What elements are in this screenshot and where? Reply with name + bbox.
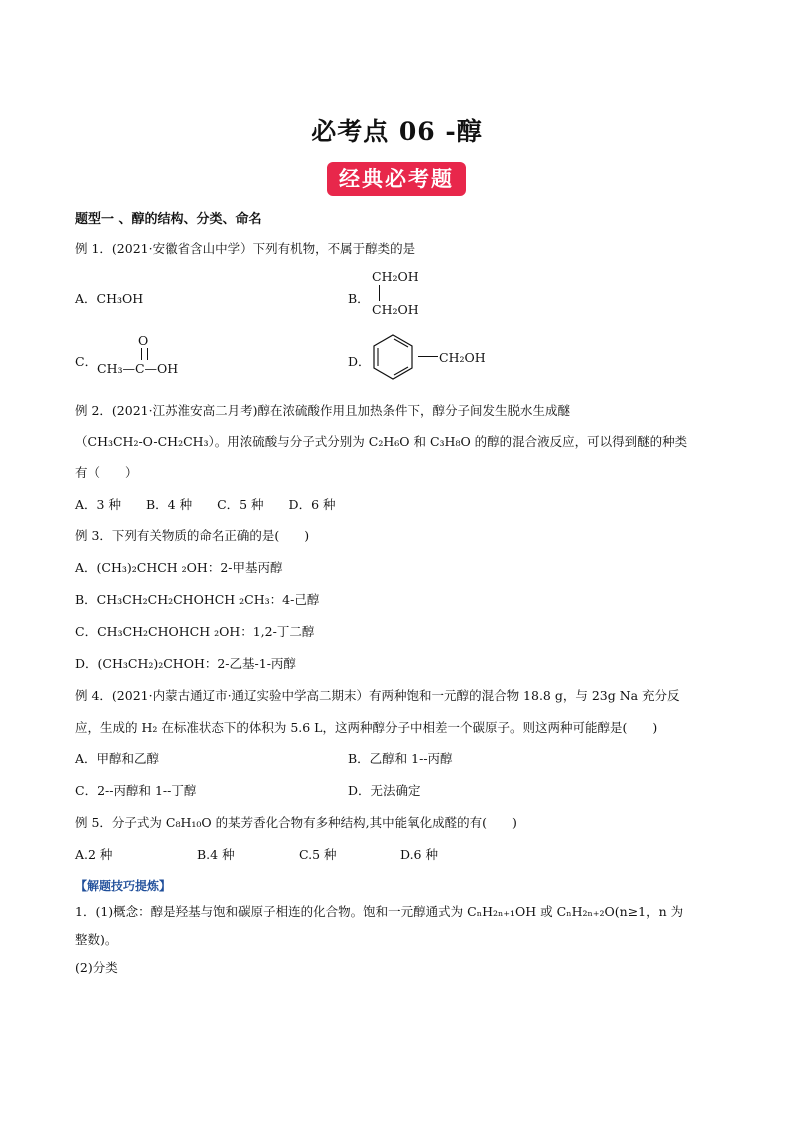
acetic-acid-structure — [95, 333, 195, 378]
ex3-option-b: B．CH₃CH₂CH₂CHOHCH ₂CH₃：4-己醇 — [75, 592, 320, 607]
ex3-option-a: A．(CH₃)₂CHCH ₂OH：2-甲基丙醇 — [75, 560, 283, 575]
tips-line3: (2)分类 — [75, 960, 118, 975]
ex3-stem: 例 3．下列有关物质的命名正确的是( ) — [75, 528, 310, 543]
ex5-option-d: D.6 种 — [400, 847, 438, 862]
ex5-option-a: A.2 种 — [75, 847, 113, 862]
ex2-options: A．3 种 B．4 种 C．5 种 D．6 种 — [75, 497, 336, 512]
ex4-option-c: C．2--丙醇和 1--丁醇 — [75, 783, 197, 798]
ex4-line2: 应，生成的 H₂ 在标准状态下的体积为 5.6 L，这两种醇分子中相差一个碳原子。则这两种可能醇是( ) — [75, 720, 658, 735]
ex1-option-a: A．CH₃OH — [75, 291, 144, 306]
benzene-ring-icon — [368, 332, 418, 382]
ex3-option-d: D．(CH₃CH₂)₂CHOH：2-乙基-1-丙醇 — [75, 656, 296, 671]
carbonyl-oxygen: O — [138, 333, 149, 348]
classic-questions-badge: 经典必考题 — [327, 162, 466, 196]
ex4-option-b: B．乙醇和 1--丙醇 — [348, 751, 453, 766]
ex3-option-c: C．CH₃CH₂CHOHCH ₂OH：1,2-丁二醇 — [75, 624, 315, 639]
ex4-line1: 例 4．(2021·内蒙古通辽市·通辽实验中学高二期末）有两种饱和一元醇的混合物 18.8 g，与 23g Na 充分反 — [75, 688, 680, 703]
tips-heading: 【解题技巧提炼】 — [75, 879, 172, 893]
page-title: 必考点 06 -醇 — [311, 117, 483, 146]
ex2-line3: 有（ ） — [75, 465, 138, 480]
glycol-bond — [379, 285, 380, 301]
ex5-option-c: C.5 种 — [299, 847, 337, 862]
ethylene-glycol-structure — [372, 268, 419, 318]
ex5-option-b: B.4 种 — [197, 847, 235, 862]
ex1-option-b-label: B． — [348, 291, 370, 306]
glycol-top-group: CH₂OH — [372, 269, 419, 284]
tips-line2: 整数)。 — [75, 932, 118, 947]
acetic-acid-chain: CH₃—C—OH — [97, 361, 179, 376]
benzyl-group: CH₂OH — [439, 350, 486, 365]
ex4-option-d: D．无法确定 — [348, 783, 421, 798]
ex1-option-d-label: D． — [348, 354, 371, 369]
section-heading: 题型一 、醇的结构、分类、命名 — [75, 212, 262, 227]
benzyl-bond — [418, 356, 438, 357]
tips-line1: 1．(1)概念：醇是羟基与饱和碳原子相连的化合物。饱和一元醇通式为 CₙH₂ₙ₊₁OH 或 CₙH₂ₙ₊₂O(n≥1，n 为 — [75, 904, 684, 919]
double-bond — [141, 348, 148, 360]
ex1-stem: 例 1．(2021·安徽省含山中学）下列有机物，不属于醇类的是 — [75, 241, 416, 256]
ex4-option-a: A．甲醇和乙醇 — [75, 751, 160, 766]
glycol-bottom-group: CH₂OH — [372, 302, 419, 317]
ex2-line2: （CH₃CH₂-O-CH₂CH₃）。用浓硫酸与分子式分别为 C₂H₆O 和 C₃H₈O 的醇的混合液反应，可以得到醚的种类 — [75, 434, 688, 449]
ex1-option-c-label: C． — [75, 354, 98, 369]
ex5-stem: 例 5．分子式为 C₈H₁₀O 的某芳香化合物有多种结构,其中能氧化成醛的有( ) — [75, 815, 517, 830]
ex2-line1: 例 2．(2021·江苏淮安高二月考)醇在浓硫酸作用且加热条件下，醇分子间发生脱水生成醚 — [75, 403, 570, 418]
